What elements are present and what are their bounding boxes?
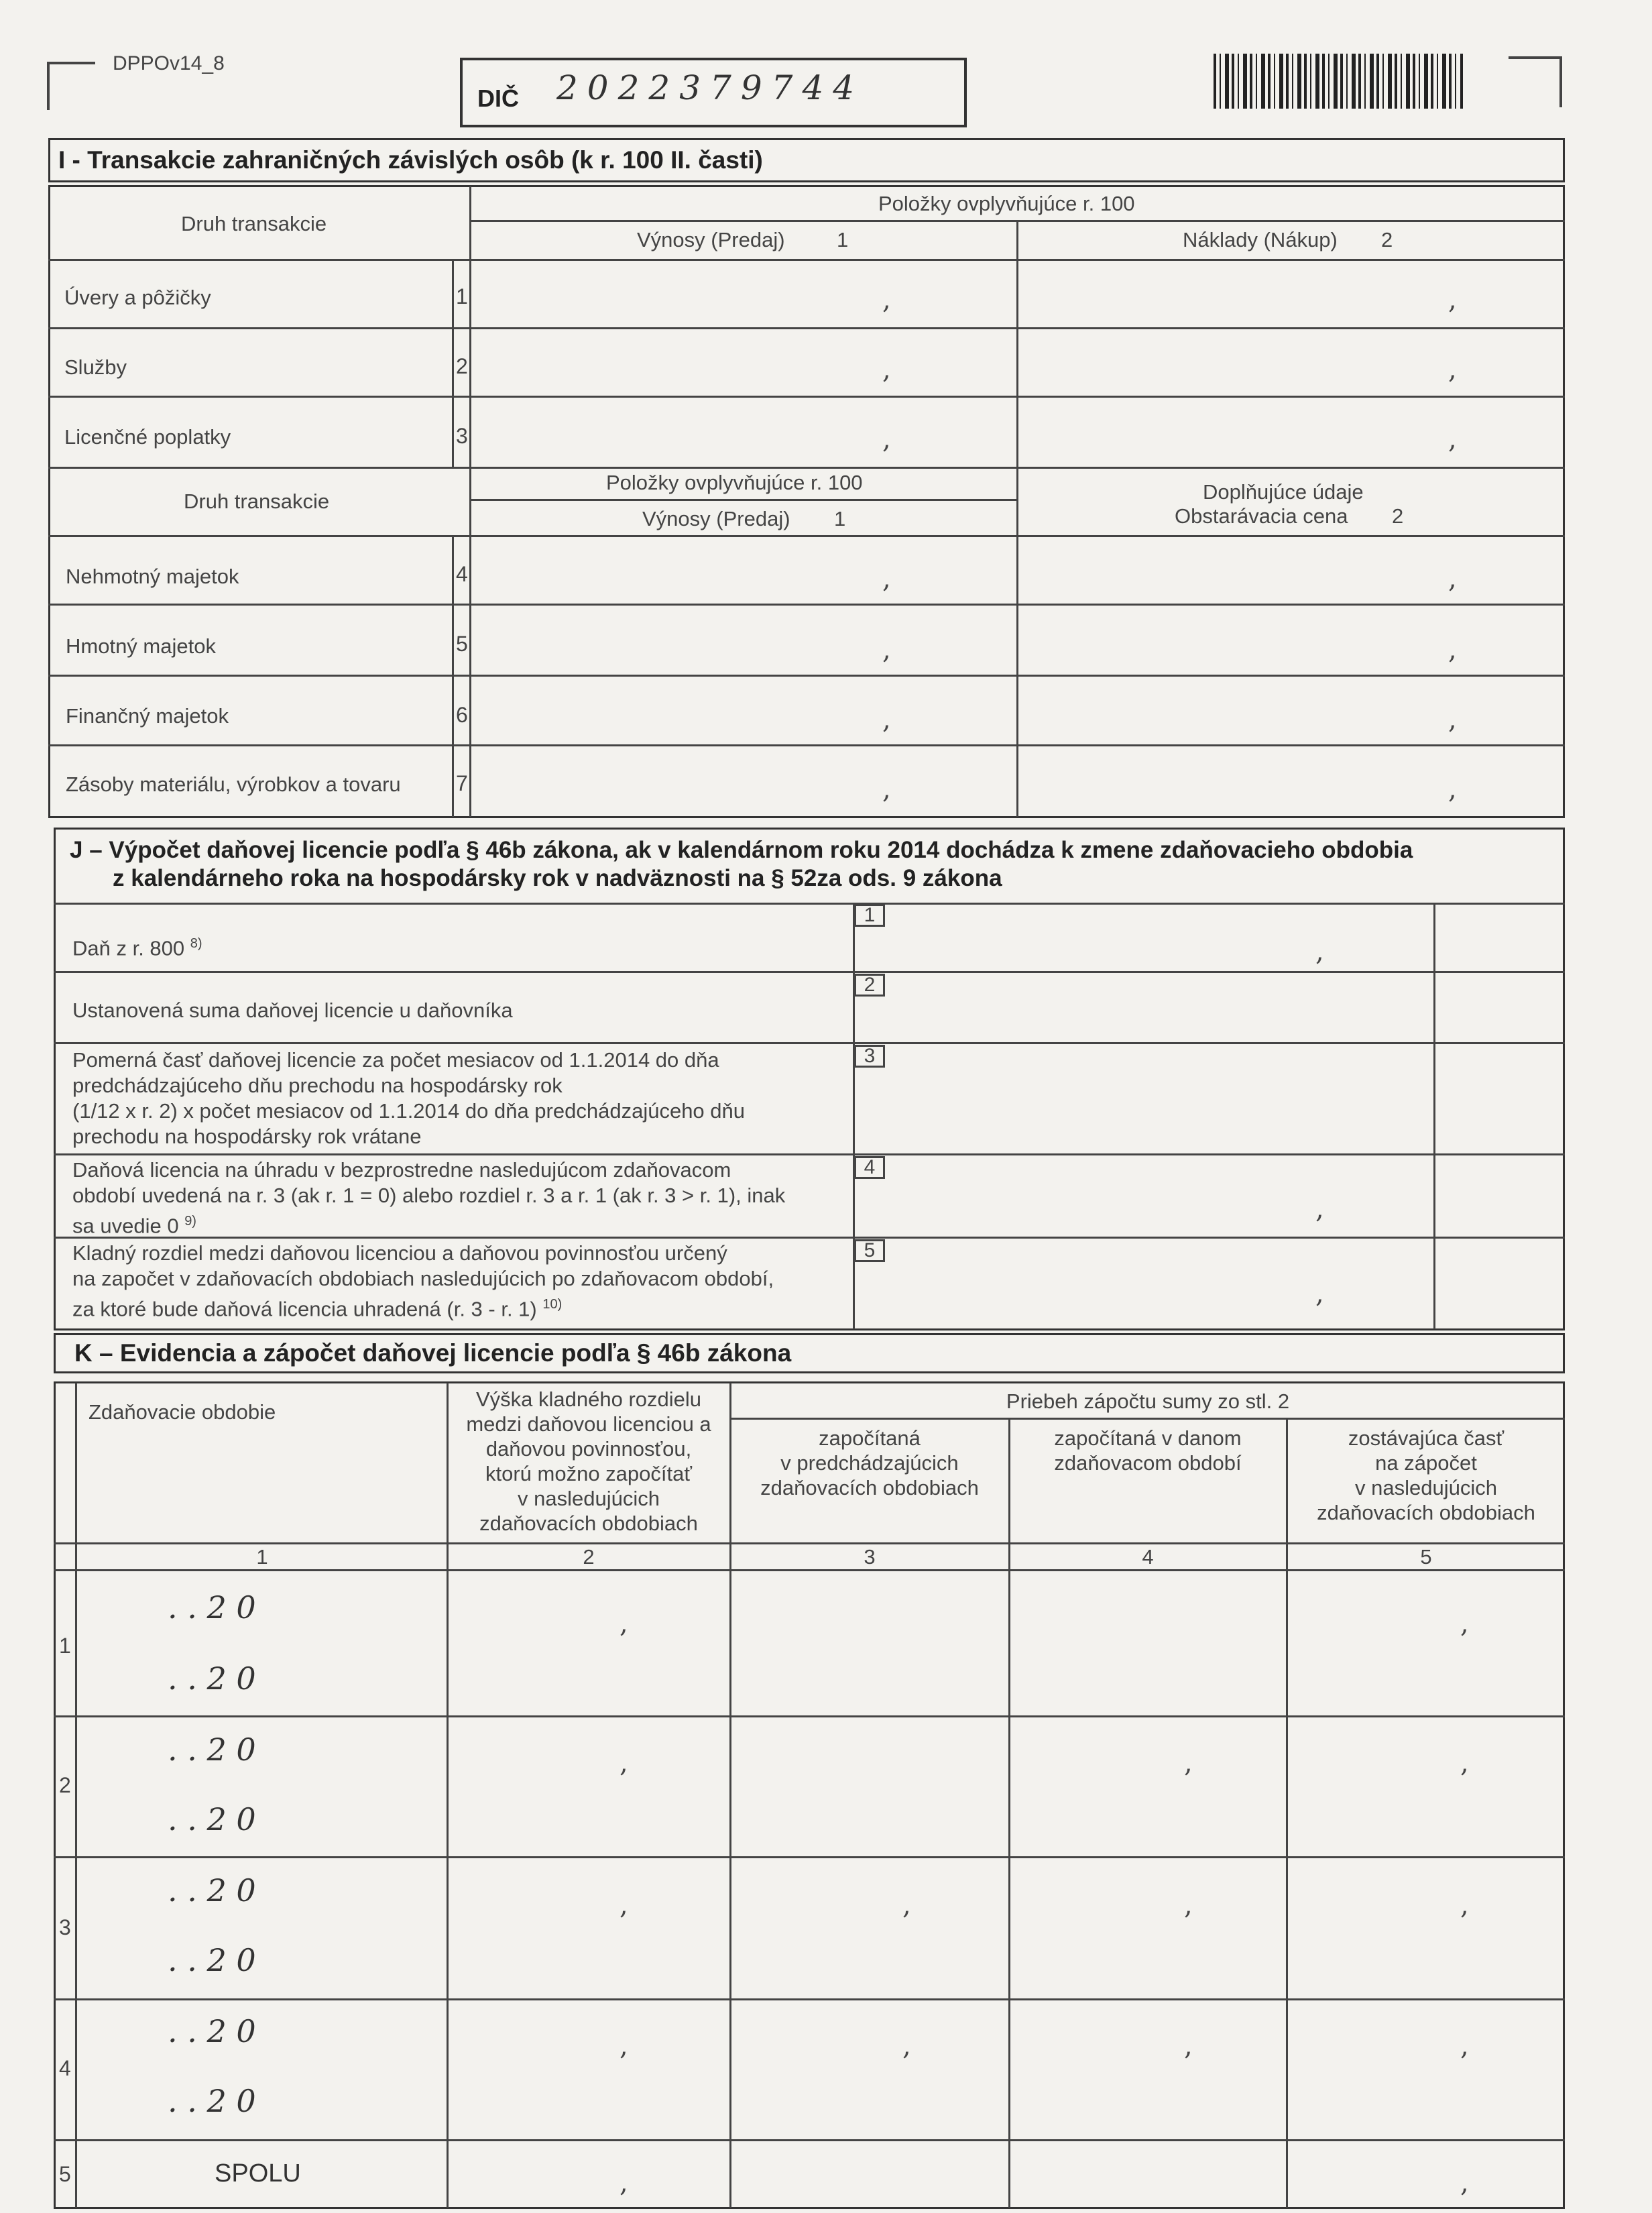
corner-mark-right-h (1509, 56, 1562, 59)
input-licencne-naklady[interactable]: , (1448, 424, 1457, 455)
input-k-row-3-col5[interactable]: , (1460, 1890, 1469, 1921)
k-col-3: započítaná v predchádzajúcich zdaňovacích obdobiach (760, 1426, 979, 1499)
input-zasoby-cena[interactable]: , (1448, 774, 1457, 805)
col-polozky-2: Položky ovplyvňujúce r. 100 (606, 471, 863, 494)
j-row-2-label: Ustanovená suma daňovej licencie u daňovníka (72, 999, 513, 1022)
input-licencne-vynosy[interactable]: , (882, 424, 891, 455)
col-vynosy-2-num: 1 (834, 507, 846, 530)
input-j-row-3[interactable] (856, 1045, 1432, 1152)
input-nehmotny-cena[interactable]: , (1448, 563, 1457, 594)
k-row-4-date-to[interactable]: . . 2 0 (168, 2083, 256, 2119)
section-j-title-2: z kalendárneho roka na hospodársky rok v nadväznosti na § 52za ods. 9 zákona (113, 865, 1002, 891)
input-uvery-naklady[interactable]: , (1448, 284, 1457, 315)
col-vynosy-2: Výnosy (Predaj) (642, 507, 790, 530)
k-row-2-date-from[interactable]: . . 2 0 (168, 1732, 256, 1768)
input-k-row-3-col4[interactable]: , (1184, 1890, 1193, 1921)
k-row-num: 1 (59, 1634, 71, 1658)
input-j-row-4[interactable]: , (1315, 1194, 1324, 1225)
k-col-2: Výška kladného rozdielu medzi daňovou licenciou a daňovou povinnosťou, ktorú možno započítať v nasledujúcich zdaňovacích obdobiach (466, 1387, 711, 1535)
row-num-box: 4 (854, 1156, 885, 1179)
col-vynosy: Výnosy (Predaj) (637, 228, 785, 251)
corner-mark-left (47, 62, 50, 110)
col-druh-transakcie: Druh transakcie (181, 212, 327, 235)
input-hmotny-vynosy[interactable]: , (882, 634, 891, 665)
corner-mark-left-h (47, 62, 95, 64)
row-label-zasoby: Zásoby materiálu, výrobkov a tovaru (66, 773, 401, 796)
corner-mark-right (1559, 56, 1562, 107)
k-col-group: Priebeh zápočtu sumy zo stl. 2 (1006, 1389, 1290, 1413)
k-row-num: 4 (59, 2056, 71, 2080)
input-j-row-1[interactable]: , (1315, 936, 1324, 967)
k-row-2-date-to[interactable]: . . 2 0 (168, 1801, 256, 1837)
input-k-row-4-col3[interactable]: , (902, 2031, 911, 2061)
row-num-box: 1 (854, 904, 885, 927)
barcode (1214, 54, 1463, 109)
col-obstaravacia: Obstarávacia cena (1175, 504, 1348, 528)
input-sluzby-naklady[interactable]: , (1448, 354, 1457, 385)
k-row-3-date-to[interactable]: . . 2 0 (168, 1942, 256, 1978)
row-label-sluzby: Služby (64, 355, 127, 379)
j-row-1-label: Daň z r. 800 $^{8)}$ (72, 936, 202, 960)
k-row-1-date-to[interactable]: . . 2 0 (168, 1660, 256, 1697)
input-k-row-2-col2[interactable]: , (620, 1748, 628, 1778)
k-row-num: 5 (59, 2162, 71, 2186)
form-code: DPPOv14_8 (113, 52, 225, 74)
k-col-num: 5 (1420, 1545, 1432, 1569)
dic-value: 2022379744 (556, 68, 864, 107)
k-col-num: 2 (583, 1545, 595, 1569)
k-col-num: 1 (256, 1545, 268, 1569)
input-zasoby-vynosy[interactable]: , (882, 774, 891, 805)
input-k-row-4-col4[interactable]: , (1184, 2031, 1193, 2061)
input-k-row-3-col2[interactable]: , (620, 1890, 628, 1921)
row-num: 7 (456, 771, 468, 795)
input-k-row-1-col5[interactable]: , (1460, 1608, 1469, 1639)
dic-label: DIČ (477, 84, 519, 112)
row-num: 5 (456, 632, 468, 656)
k-col-5: zostávajúca časť na zápočet v nasledujúcich zdaňovacích obdobiach (1317, 1426, 1535, 1524)
row-label-financny: Finančný majetok (66, 704, 229, 728)
row-label-nehmotny: Nehmotný majetok (66, 565, 239, 588)
input-sluzby-vynosy[interactable]: , (882, 354, 891, 385)
k-row-4-date-from[interactable]: . . 2 0 (168, 2013, 256, 2049)
input-hmotny-cena[interactable]: , (1448, 634, 1457, 665)
row-num: 1 (456, 284, 468, 308)
input-k-total-col5[interactable]: , (1460, 2167, 1469, 2198)
row-num-box: 3 (854, 1045, 885, 1068)
k-col-1: Zdaňovacie obdobie (88, 1400, 276, 1424)
section-i-title: I - Transakcie zahraničných závislých osôb (k r. 100 II. časti) (48, 138, 1565, 182)
section-k-title: K – Evidencia a zápočet daňovej licencie podľa § 46b zákona (54, 1333, 1565, 1373)
input-financny-vynosy[interactable]: , (882, 704, 891, 735)
dic-field[interactable] (460, 58, 967, 127)
input-k-row-4-col5[interactable]: , (1460, 2031, 1469, 2061)
row-label-hmotny: Hmotný majetok (66, 634, 216, 658)
k-total-label: SPOLU (215, 2159, 301, 2188)
input-nehmotny-vynosy[interactable]: , (882, 563, 891, 594)
input-k-row-1-col2[interactable]: , (620, 1608, 628, 1639)
k-col-num: 4 (1142, 1545, 1154, 1569)
j-row-4-label: Daňová licencia na úhradu v bezprostredne nasledujúcom zdaňovacom období uvedená na r. 3 (ak r. 1 = 0) alebo rozdiel r. 3 a r. 1 (ak r. 3 > r. 1), inak sa uvedie 0 $^{9)}$ (72, 1158, 786, 1238)
input-financny-cena[interactable]: , (1448, 704, 1457, 735)
row-label-licencne: Licenčné poplatky (64, 425, 231, 449)
row-num-box: 2 (854, 974, 885, 997)
col-naklady-num: 2 (1381, 228, 1393, 251)
k-col-4: započítaná v danom zdaňovacom období (1054, 1426, 1242, 1475)
input-j-row-2[interactable] (856, 974, 1432, 1041)
col-vynosy-num: 1 (837, 228, 849, 251)
k-col-num: 3 (864, 1545, 876, 1569)
row-num: 2 (456, 354, 468, 378)
j-row-5-label: Kladný rozdiel medzi daňovou licenciou a daňovou povinnosťou určený na započet v zdaňovacích obdobiach nasledujúcich po zdaňovacom období, za ktoré bude daňová licencia uhradená (r. 3 - r. 1) $^{10)}$ (72, 1241, 774, 1321)
input-j-row-5[interactable]: , (1315, 1278, 1324, 1309)
section-j-title-1: J – Výpočet daňovej licencie podľa § 46b zákona, ak v kalendárnom roku 2014 dochádza k zmene zdaňovacieho obdobia (70, 837, 1413, 863)
input-k-row-2-col4[interactable]: , (1184, 1748, 1193, 1778)
k-row-3-date-from[interactable]: . . 2 0 (168, 1872, 256, 1909)
row-num: 4 (456, 562, 468, 586)
input-k-total-col2[interactable]: , (620, 2167, 628, 2198)
j-row-3-label: Pomerná časť daňovej licencie za počet mesiacov od 1.1.2014 do dňa predchádzajúceho dňu prechodu na hospodársky rok (1/12 x r. 2) x počet mesiacov od 1.1.2014 do dňa predchádzajúceho dňu prechodu na hospodársky rok vrátane (72, 1048, 746, 1148)
col-doplnujuce: Doplňujúce údaje (1203, 480, 1364, 504)
input-uvery-vynosy[interactable]: , (882, 284, 891, 315)
input-k-row-2-col5[interactable]: , (1460, 1748, 1469, 1778)
k-row-1-date-from[interactable]: . . 2 0 (168, 1589, 256, 1626)
row-label-uvery: Úvery a pôžičky (64, 286, 211, 309)
col-polozky: Položky ovplyvňujúce r. 100 (878, 192, 1135, 215)
input-k-row-3-col3[interactable]: , (902, 1890, 911, 1921)
col-naklady: Náklady (Nákup) (1183, 228, 1338, 251)
k-row-num: 3 (59, 1915, 71, 1939)
k-row-num: 2 (59, 1773, 71, 1797)
col-druh-transakcie-2: Druh transakcie (184, 490, 330, 513)
row-num-box: 5 (854, 1239, 885, 1262)
input-k-row-4-col2[interactable]: , (620, 2031, 628, 2061)
col-obstaravacia-num: 2 (1392, 504, 1404, 528)
row-num: 6 (456, 703, 468, 727)
row-num: 3 (456, 424, 468, 448)
